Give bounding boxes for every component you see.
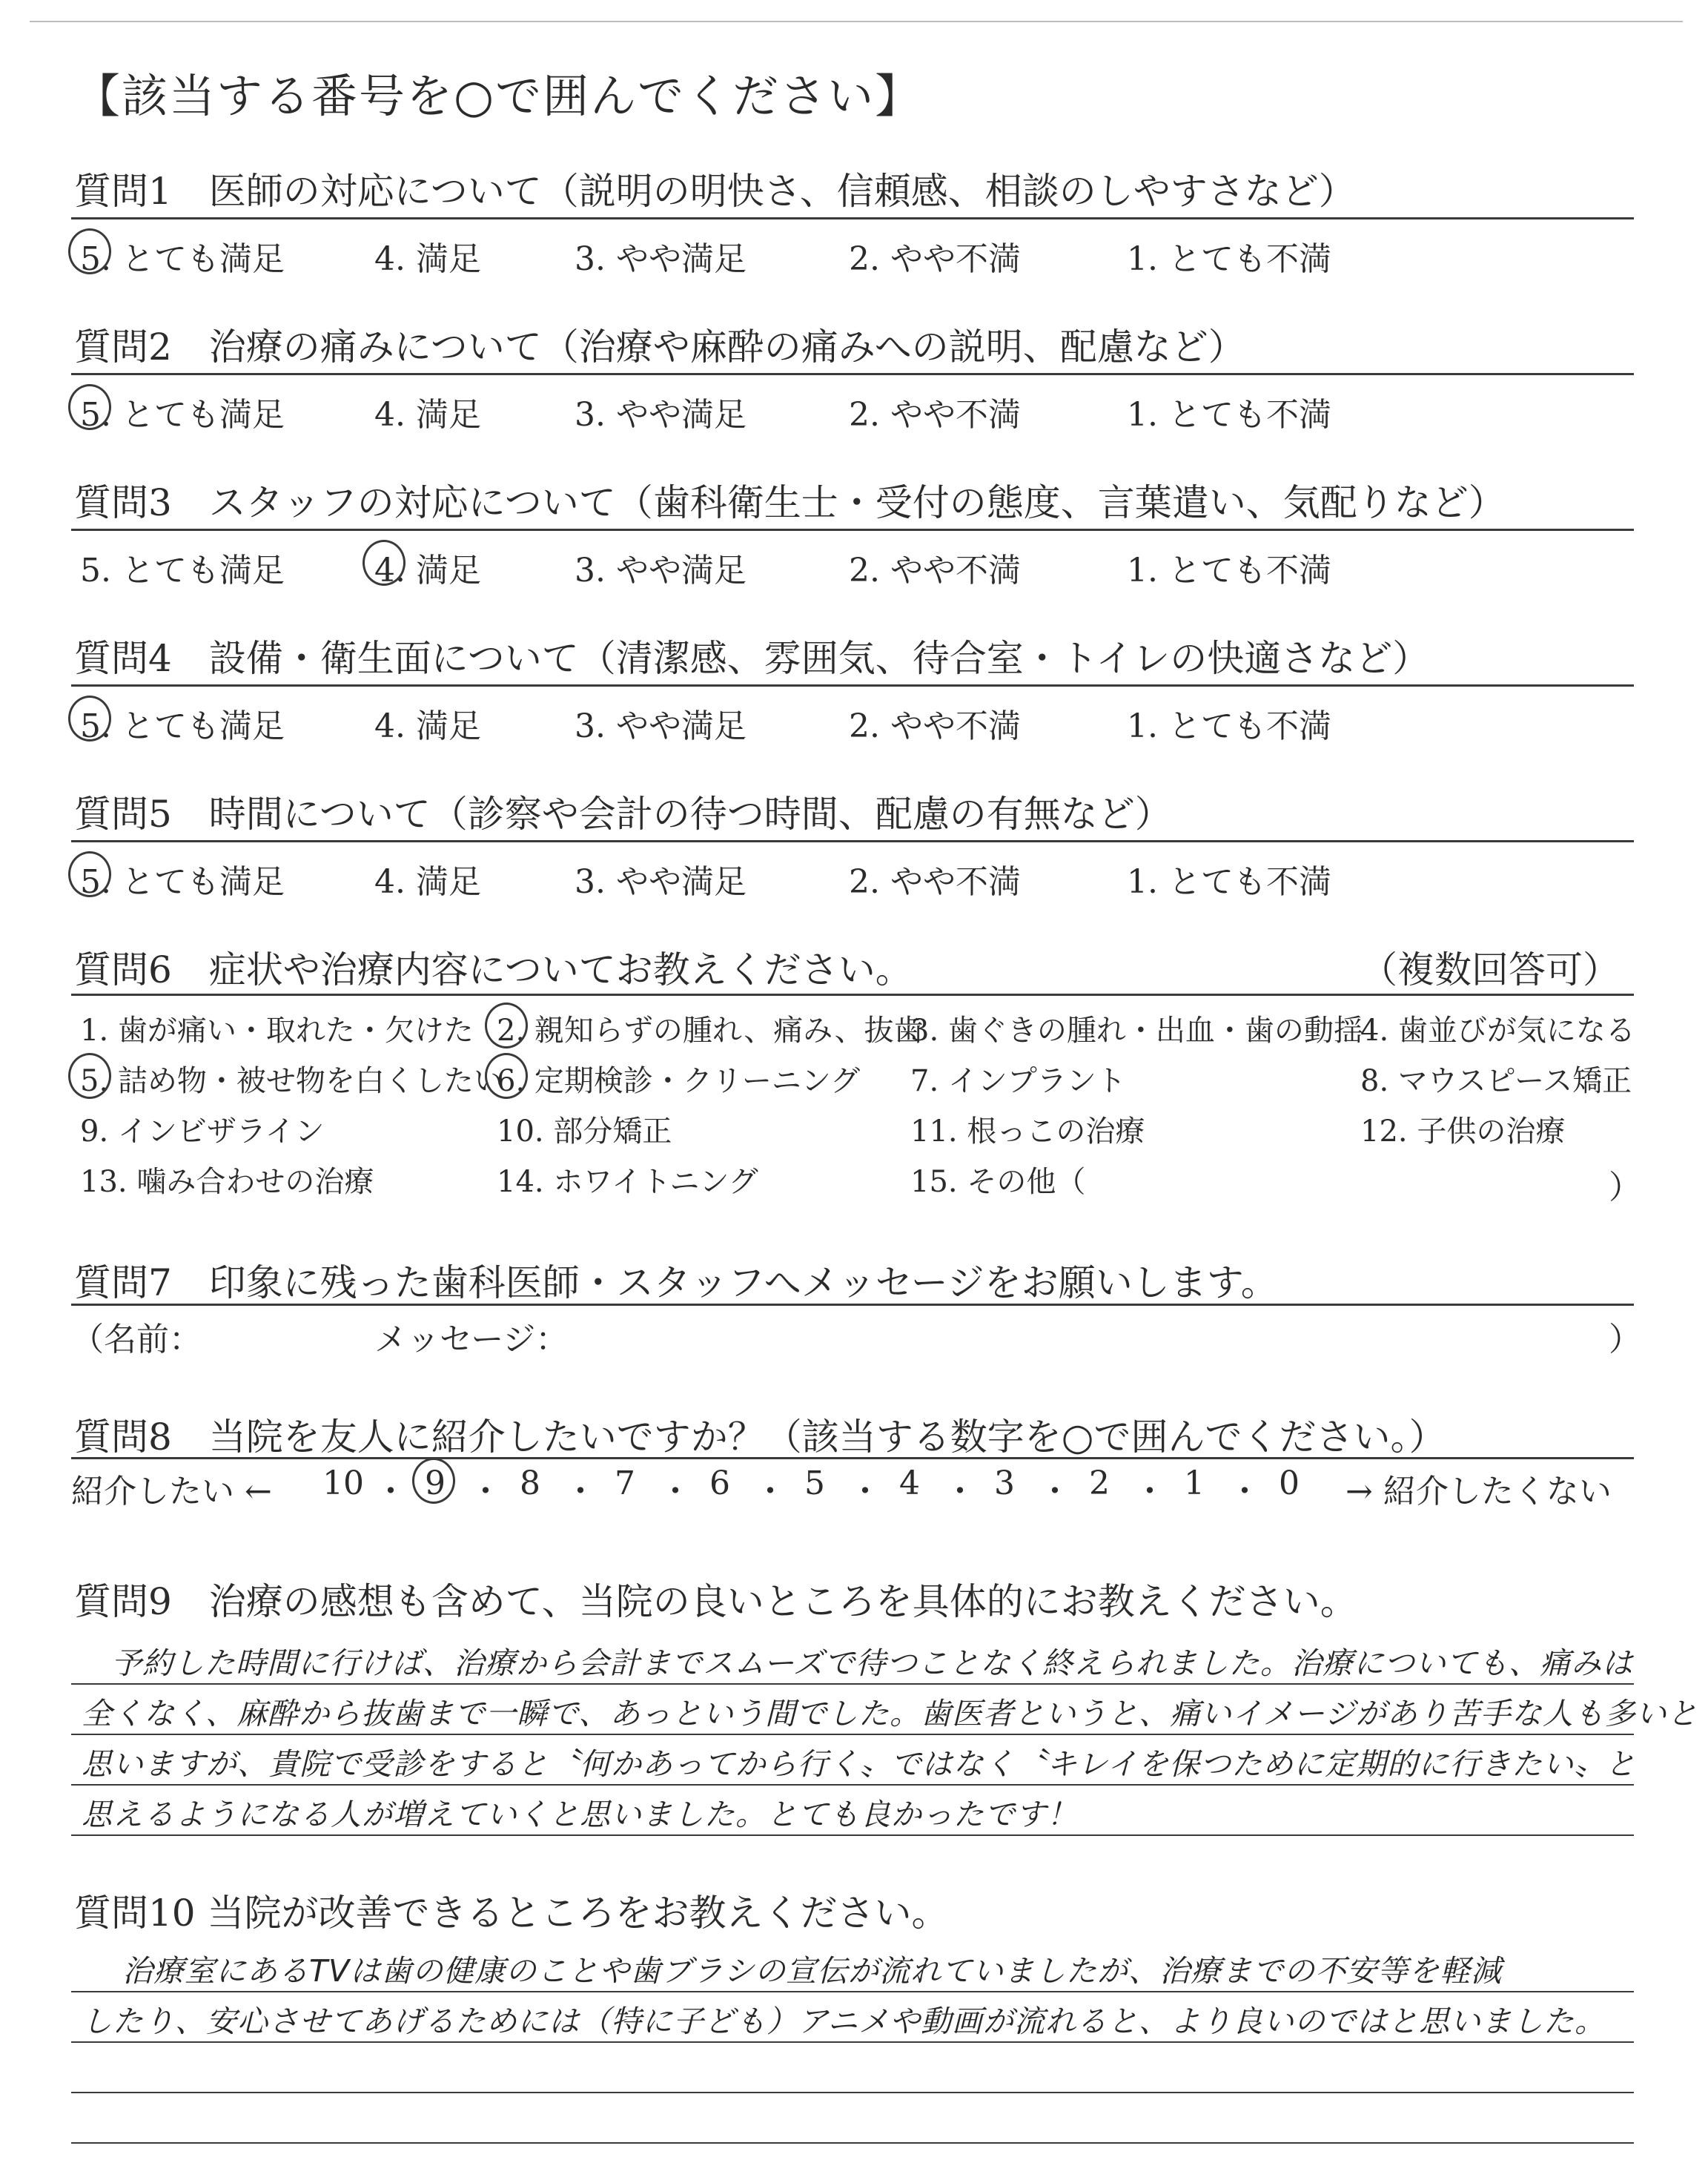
q6-selected-circle <box>485 1053 528 1099</box>
q6-option[interactable]: 7. インプラント <box>910 1064 1126 1098</box>
q10-answer-rule <box>71 2092 1634 2093</box>
q8-number[interactable]: 0 <box>1279 1464 1300 1502</box>
q6-option[interactable]: 6. 定期検診・クリーニング <box>497 1064 861 1098</box>
q6-option[interactable]: 2. 親知らずの腫れ、痛み、抜歯 <box>497 1014 924 1048</box>
q5-option[interactable]: 5. とても満足 <box>80 863 285 901</box>
q8-number[interactable]: 10 <box>322 1464 364 1502</box>
q1-title: 質問1 医師の対応について（説明の明快さ、信頼感、相談のしやすさなど） <box>74 170 1356 213</box>
q9-answer-line: 全くなく、麻酔から抜歯まで一瞬で、あっという間でした。歯医者というと、痛いイメージがあり苦手な人も多いと <box>82 1696 1698 1731</box>
q1-option[interactable]: 4. 満足 <box>374 240 481 278</box>
q7-rule <box>71 1304 1634 1306</box>
q9-answer-rule <box>71 1784 1634 1786</box>
q9-answer-line: 思えるようになる人が増えていくと思いました。とても良かったです！ <box>82 1797 1078 1832</box>
q3-option[interactable]: 3. やや満足 <box>575 552 747 589</box>
q9-title: 質問9 治療の感想も含めて、当院の良いところを具体的にお教えください。 <box>74 1580 1357 1623</box>
q8-number[interactable]: 4 <box>899 1464 920 1502</box>
q8-number[interactable]: 5 <box>804 1464 825 1502</box>
q2-option[interactable]: 4. 満足 <box>374 396 481 434</box>
q8-number[interactable]: 8 <box>520 1464 540 1502</box>
q6-option[interactable]: 5. 詰め物・被せ物を白くしたい <box>80 1064 503 1098</box>
q8-selected-circle <box>412 1458 455 1504</box>
q8-number[interactable]: 6 <box>709 1464 730 1502</box>
q8-number[interactable]: 7 <box>615 1464 635 1502</box>
q8-separator-dot: ・ <box>754 1473 787 1510</box>
q8-separator-dot: ・ <box>1133 1473 1166 1510</box>
q2-title: 質問2 治療の痛みについて（治療や麻酔の痛みへの説明、配慮など） <box>74 326 1245 369</box>
q8-separator-dot: ・ <box>849 1473 881 1510</box>
q5-option[interactable]: 2. やや不満 <box>849 863 1021 901</box>
q6-option[interactable]: 12. 子供の治療 <box>1360 1114 1566 1149</box>
q3-title: 質問3 スタッフの対応について（歯科衛生士・受付の態度、言葉遣い、気配りなど） <box>74 481 1506 524</box>
form-header: 【該当する番号を○で囲んでください】 <box>74 69 923 123</box>
q4-selected-circle <box>68 696 111 742</box>
q8-number[interactable]: 9 <box>425 1464 446 1502</box>
q6-option[interactable]: 13. 噛み合わせの治療 <box>80 1165 374 1199</box>
q6-option[interactable]: 10. 部分矯正 <box>497 1114 672 1149</box>
q2-option[interactable]: 2. やや不満 <box>849 396 1021 434</box>
q6-title: 質問6 症状や治療内容についてお教えください。 <box>74 948 913 991</box>
top-border <box>30 21 1683 22</box>
q5-rule <box>71 840 1634 842</box>
q5-title: 質問5 時間について（診察や会計の待つ時間、配慮の有無など） <box>74 793 1172 836</box>
q7-title: 質問7 印象に残った歯科医師・スタッフへメッセージをお願いします。 <box>74 1261 1278 1304</box>
q8-number[interactable]: 3 <box>994 1464 1015 1502</box>
q3-option[interactable]: 1. とても不満 <box>1127 552 1331 589</box>
q6-option[interactable]: 8. マウスピース矯正 <box>1360 1064 1632 1098</box>
q4-option[interactable]: 2. やや不満 <box>849 707 1021 745</box>
q8-separator-dot: ・ <box>374 1473 407 1510</box>
q8-separator-dot: ・ <box>944 1473 976 1510</box>
q10-answer-line: したり、安心させてあげるためには（特に子ども）アニメや動画が流れると、より良いのではと思いました。 <box>82 2004 1606 2039</box>
q10-title: 質問10 当院が改善できるところをお教えください。 <box>74 1892 949 1935</box>
q5-option[interactable]: 4. 満足 <box>374 863 481 901</box>
q7-close-paren: ） <box>1609 1321 1641 1358</box>
q2-rule <box>71 373 1634 375</box>
q4-option[interactable]: 1. とても不満 <box>1127 707 1331 745</box>
q9-answer-line: 予約した時間に行けば、治療から会計までスムーズで待つことなく終えられました。治療についても、痛みは <box>111 1645 1634 1681</box>
q6-other-close-paren: ） <box>1609 1169 1641 1206</box>
q6-selected-circle <box>485 1003 528 1048</box>
q9-answer-rule <box>71 1734 1634 1735</box>
q1-option[interactable]: 5. とても満足 <box>80 240 285 278</box>
q4-option[interactable]: 5. とても満足 <box>80 707 285 745</box>
q10-answer-rule <box>71 2142 1634 2144</box>
q6-option[interactable]: 4. 歯並びが気になる <box>1360 1014 1635 1048</box>
q8-title: 質問8 当院を友人に紹介したいですか？（該当する数字を○で囲んでください。） <box>74 1416 1446 1459</box>
q6-option[interactable]: 11. 根っこの治療 <box>910 1114 1145 1149</box>
q6-multi-answer-note: （複数回答可） <box>1360 948 1620 991</box>
q3-rule <box>71 529 1634 531</box>
q4-option[interactable]: 4. 満足 <box>374 707 481 745</box>
q6-option[interactable]: 9. インビザライン <box>80 1114 325 1149</box>
q8-right-label: → 紹介したくない <box>1345 1473 1612 1510</box>
q6-option[interactable]: 1. 歯が痛い・取れた・欠けた <box>80 1014 474 1048</box>
q8-number[interactable]: 2 <box>1089 1464 1110 1502</box>
q1-rule <box>71 217 1634 219</box>
q8-separator-dot: ・ <box>1039 1473 1071 1510</box>
q8-separator-dot: ・ <box>469 1473 502 1510</box>
q2-selected-circle <box>68 384 111 430</box>
q9-answer-rule <box>71 1683 1634 1685</box>
q3-option[interactable]: 5. とても満足 <box>80 552 285 589</box>
q4-rule <box>71 684 1634 687</box>
q10-answer-rule <box>71 1991 1634 1992</box>
q6-selected-circle <box>68 1053 111 1099</box>
q6-option[interactable]: 3. 歯ぐきの腫れ・出血・歯の動揺 <box>910 1014 1363 1048</box>
q5-selected-circle <box>68 851 111 897</box>
q3-selected-circle <box>363 540 406 586</box>
q10-answer-line: 治療室にあるTVは歯の健康のことや歯ブラシの宣伝が流れていましたが、治療までの不安等を軽減 <box>122 1953 1503 1989</box>
q4-title: 質問4 設備・衛生面について（清潔感、雰囲気、待合室・トイレの快適さなど） <box>74 637 1430 680</box>
q8-separator-dot: ・ <box>564 1473 597 1510</box>
q9-answer-rule <box>71 1834 1634 1836</box>
q7-message-label: メッセージ： <box>374 1321 569 1358</box>
q7-name-label: （名前： <box>71 1321 202 1358</box>
q9-answer-line: 思いますが、貴院で受診をすると〝何かあってから行く〟ではなく〝キレイを保つために定期的に行きたい〟と <box>82 1746 1637 1782</box>
q3-option[interactable]: 2. やや不満 <box>849 552 1021 589</box>
q8-separator-dot: ・ <box>1228 1473 1261 1510</box>
q1-selected-circle <box>68 228 111 274</box>
q8-number[interactable]: 1 <box>1184 1464 1205 1502</box>
q5-option[interactable]: 1. とても不満 <box>1127 863 1331 901</box>
q1-option[interactable]: 1. とても不満 <box>1127 240 1331 278</box>
q10-answer-rule <box>71 2041 1634 2043</box>
q1-option[interactable]: 2. やや不満 <box>849 240 1021 278</box>
q8-separator-dot: ・ <box>659 1473 692 1510</box>
q2-option[interactable]: 5. とても満足 <box>80 396 285 434</box>
q2-option[interactable]: 3. やや満足 <box>575 396 747 434</box>
q1-option[interactable]: 3. やや満足 <box>575 240 747 278</box>
q8-rule <box>71 1457 1634 1459</box>
q4-option[interactable]: 3. やや満足 <box>575 707 747 745</box>
q6-rule <box>71 994 1634 996</box>
q3-option[interactable]: 4. 満足 <box>374 552 481 589</box>
q2-option[interactable]: 1. とても不満 <box>1127 396 1331 434</box>
q6-option[interactable]: 14. ホワイトニング <box>497 1165 758 1199</box>
q5-option[interactable]: 3. やや満足 <box>575 863 747 901</box>
q6-option[interactable]: 15. その他（ <box>910 1165 1086 1199</box>
q8-left-label: 紹介したい ← <box>71 1473 272 1510</box>
